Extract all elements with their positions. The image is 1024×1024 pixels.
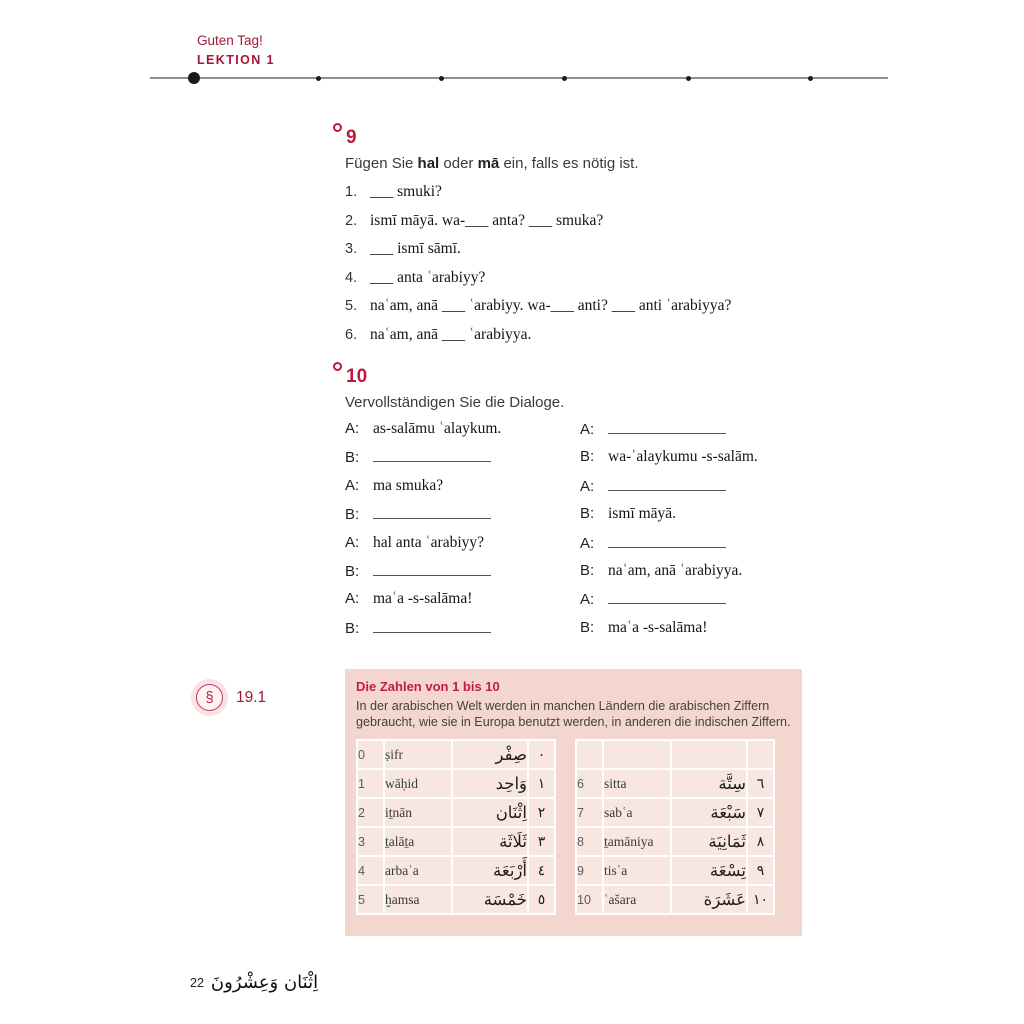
item-number: 6. (345, 326, 358, 343)
dialog-columns (345, 420, 833, 647)
speaker-label: B: (580, 561, 595, 579)
exercise9-item (345, 326, 833, 355)
exercise9-item (345, 183, 833, 212)
digit-cell: 8 (577, 828, 602, 855)
transliteration-cell (604, 741, 670, 768)
dialog-row (580, 590, 815, 618)
table-row (358, 886, 554, 913)
speaker-label: B: (345, 619, 360, 637)
exercise10-instruction: Vervollständigen Sie die Dialoge. (345, 394, 565, 411)
instruction-text: mā (477, 155, 500, 172)
dialog-text: maʿa -s-salāma! (608, 618, 708, 636)
dialog-text: ismī māyā. (608, 505, 677, 523)
exercise-marker-icon (333, 123, 342, 132)
speaker-label: A: (345, 476, 360, 494)
progress-dot (439, 76, 444, 81)
item-number: 2. (345, 212, 358, 229)
arabic-indic-numeral-cell: ٤ (529, 857, 554, 884)
table-row (358, 857, 554, 884)
speaker-label: B: (345, 506, 360, 524)
dialog-row (580, 505, 815, 533)
digit-cell: 7 (577, 799, 602, 826)
dialog-text: maʿa -s-salāma! (373, 590, 473, 608)
speaker-label: A: (580, 591, 595, 609)
dialog-text: ma smuka? (373, 476, 444, 494)
instruction-text: oder (439, 155, 478, 172)
speaker-label: B: (580, 505, 595, 523)
speaker-label: A: (580, 477, 595, 495)
item-number: 5. (345, 298, 358, 314)
dialog-text: naʿam, anā ʿarabiyya. (608, 561, 743, 579)
transliteration-cell: arbaʿa (385, 857, 451, 884)
item-text: ismī māyā. wa-___ anta? ___ smuka? (370, 211, 604, 229)
digit-cell: 1 (358, 770, 383, 797)
answer-blank-line (373, 448, 491, 462)
table-row (358, 828, 554, 855)
exercise9-items (345, 183, 833, 354)
item-number: 1. (345, 184, 358, 200)
table-row (358, 770, 554, 797)
transliteration-cell: ḫamsa (385, 886, 451, 913)
lesson-label: LEKTION 1 (197, 53, 275, 67)
speaker-label: B: (345, 449, 360, 467)
item-text: ___ smuki? (370, 183, 442, 200)
instruction-text: hal (417, 155, 440, 172)
exercise9-item (345, 269, 833, 298)
table-row (577, 886, 773, 913)
numbers-info-box (345, 669, 802, 936)
speaker-label: B: (345, 562, 360, 580)
table-row (358, 799, 554, 826)
digit-cell: 3 (358, 828, 383, 855)
arabic-indic-numeral-cell: ٩ (748, 857, 773, 884)
instruction-text: Fügen Sie (345, 155, 418, 172)
speaker-label: A: (580, 534, 595, 552)
transliteration-cell: sabʿa (604, 799, 670, 826)
arabic-word-cell: صِفْر (453, 741, 527, 768)
dialog-row (345, 534, 580, 562)
dialog-row (580, 534, 815, 562)
dialog-row (345, 505, 580, 533)
answer-blank-line (373, 562, 491, 576)
arabic-word-cell: سِتَّة (672, 770, 746, 797)
dialog-row (580, 562, 815, 590)
dialog-row (580, 448, 815, 476)
arabic-word-cell: سَبْعَة (672, 799, 746, 826)
answer-blank-line (608, 590, 726, 604)
dialog-row (580, 420, 815, 448)
item-number: 4. (345, 269, 358, 286)
info-box-text: In der arabischen Welt werden in manchen Ländern die arabischen Ziffern gebraucht, wie sie in Europa benutzt werden, in anderen die indischen Ziffern. (356, 699, 791, 729)
section-symbol-icon: § (196, 684, 223, 711)
arabic-word-cell: أَرْبَعَة (453, 857, 527, 884)
exercise9-item (345, 297, 833, 326)
speaker-label: B: (580, 448, 595, 466)
table-row (577, 799, 773, 826)
arabic-indic-numeral-cell: ١ (529, 770, 554, 797)
dialog-text: hal anta ʿarabiyy? (373, 533, 485, 551)
transliteration-cell: ṯalāṯa (385, 828, 451, 855)
answer-blank-line (373, 619, 491, 633)
arabic-indic-numeral-cell: ٧ (748, 799, 773, 826)
arabic-indic-numeral-cell: ٠ (529, 741, 554, 768)
digit-cell: 2 (358, 799, 383, 826)
table-row (577, 828, 773, 855)
arabic-word-cell: تِسْعَة (672, 857, 746, 884)
exercise9-item (345, 212, 833, 241)
page-number-arabic: اِثْنَان وَعِشْرُونَ (210, 972, 319, 993)
exercise9-item (345, 240, 833, 269)
exercise-number: 10 (346, 366, 368, 387)
digit-cell: 6 (577, 770, 602, 797)
page-footer (190, 972, 318, 993)
speaker-label: A: (345, 533, 360, 551)
answer-blank-line (373, 505, 491, 519)
dialog-text: wa-ʿalaykumu -s-salām. (608, 448, 758, 466)
exercise-10 (333, 360, 833, 647)
arabic-indic-numeral-cell: ٢ (529, 799, 554, 826)
transliteration-cell: ʿašara (604, 886, 670, 913)
page-number: 22 (190, 975, 204, 990)
transliteration-cell: ṣifr (385, 741, 451, 768)
dialog-text: as-salāmu ʿalaykum. (373, 420, 502, 437)
transliteration-cell: sitta (604, 770, 670, 797)
digit-cell: 9 (577, 857, 602, 884)
dialog-row (345, 619, 580, 647)
progress-dot-active (188, 72, 200, 84)
arabic-word-cell: وَاحِد (453, 770, 527, 797)
answer-blank-line (608, 534, 726, 548)
arabic-word-cell: اِثْنَان (453, 799, 527, 826)
info-box-title: Die Zahlen von 1 bis 10 (356, 679, 500, 694)
arabic-indic-numeral-cell: ٦ (748, 770, 773, 797)
digit-cell: 5 (358, 886, 383, 913)
arabic-word-cell: عَشَرَة (672, 886, 746, 913)
dialog-row (345, 420, 580, 448)
book-title: Guten Tag! (197, 33, 263, 48)
dialog-row (580, 619, 815, 647)
exercise-9 (333, 121, 833, 354)
digit-cell: 0 (358, 741, 383, 768)
numbers-table-0-5 (356, 739, 556, 915)
speaker-label: A: (580, 421, 595, 438)
dialog-row (345, 477, 580, 505)
digit-cell: 10 (577, 886, 602, 913)
speaker-label: A: (345, 420, 360, 437)
arabic-word-cell (672, 741, 746, 768)
instruction-text: ein, falls es nötig ist. (499, 155, 639, 172)
arabic-indic-numeral-cell: ١٠ (748, 886, 773, 913)
item-number: 3. (345, 241, 358, 257)
progress-dot (686, 76, 691, 81)
progress-dot (562, 76, 567, 81)
digit-cell (577, 741, 602, 768)
arabic-indic-numeral-cell: ٨ (748, 828, 773, 855)
item-text: ___ ismī sāmī. (370, 240, 461, 257)
dialog-row (580, 477, 815, 505)
dialog-left-column (345, 420, 580, 647)
numbers-table-6-10 (575, 739, 775, 915)
arabic-word-cell: خَمْسَة (453, 886, 527, 913)
answer-blank-line (608, 477, 726, 491)
exercise9-instruction (345, 155, 833, 172)
arabic-word-cell: ثَمَانِيَة (672, 828, 746, 855)
transliteration-cell: tisʿa (604, 857, 670, 884)
digit-cell: 4 (358, 857, 383, 884)
item-text: ___ anta ʿarabiyy? (370, 268, 486, 286)
progress-dot (316, 76, 321, 81)
arabic-indic-numeral-cell (748, 741, 773, 768)
table-row (577, 857, 773, 884)
progress-dot (808, 76, 813, 81)
item-text: naʿam, anā ___ ʿarabiyy. wa-___ anti? ___ anti ʿarabiyya? (370, 297, 732, 314)
transliteration-cell: wāḥid (385, 770, 451, 797)
dialog-row (345, 448, 580, 476)
transliteration-cell: ṯamāniya (604, 828, 670, 855)
lesson-progress-line (150, 77, 888, 79)
speaker-label: B: (580, 618, 595, 636)
table-row (577, 741, 773, 768)
arabic-indic-numeral-cell: ٥ (529, 886, 554, 913)
table-row (577, 770, 773, 797)
dialog-right-column (580, 420, 815, 647)
grammar-reference-number: 19.1 (236, 688, 267, 706)
dialog-row (345, 590, 580, 618)
exercise-number: 9 (346, 127, 357, 148)
transliteration-cell: iṯnān (385, 799, 451, 826)
item-text: naʿam, anā ___ ʿarabiyya. (370, 325, 532, 343)
dialog-row (345, 562, 580, 590)
exercise-marker-icon (333, 362, 342, 371)
table-row (358, 741, 554, 768)
answer-blank-line (608, 420, 726, 434)
arabic-word-cell: ثَلَاثَة (453, 828, 527, 855)
arabic-indic-numeral-cell: ٣ (529, 828, 554, 855)
speaker-label: A: (345, 590, 360, 608)
grammar-reference (196, 684, 266, 711)
